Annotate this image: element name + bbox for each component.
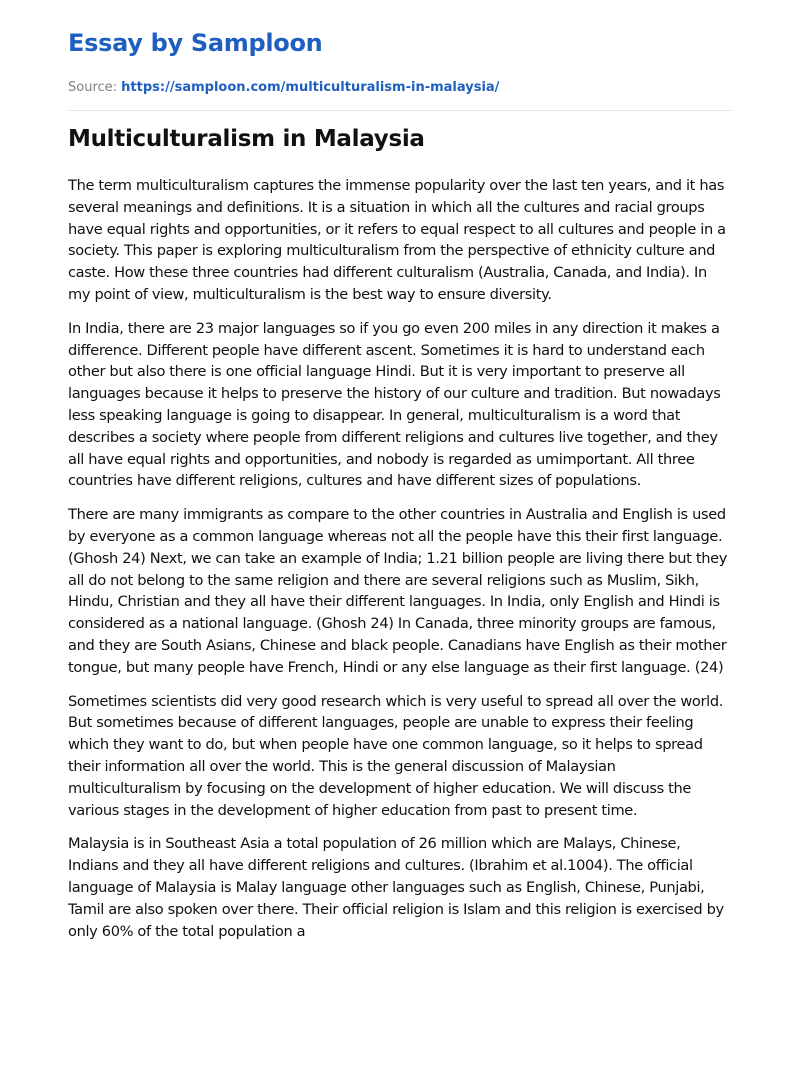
site-brand-title[interactable]: Essay by Samploon — [68, 29, 323, 57]
header-divider — [68, 110, 732, 111]
source-label: Source: — [68, 80, 122, 95]
essay-title: Multiculturalism in Malaysia — [68, 126, 425, 152]
essay-paragraph: In India, there are 23 major languages so if you go even 200 miles in any direction it makes a difference. Different people have different ascent. Sometimes it is hard to understand each other but also there is one official language Hindi. But it is very important to preserve all languages because it helps to preserve the history of our culture and tradition. But nowadays less speaking language is going to disappear. In general, multiculturalism is a word that describes a society where people from different religions and cultures live together, and they all have equal rights and opportunities, and nobody is regarded as umimportant. All three countries have different religions, cultures and have different sizes of populations. — [68, 319, 721, 490]
essay-paragraph: Malaysia is in Southeast Asia a total population of 26 million which are Malays, Chinese, Indians and they all have different religions and cultures. (Ibrahim et al.1004). The official language of Malaysia is Malay language other languages such as English, Chinese, Punjabi, Tamil are also spoken over there. Their official religion is Islam and this religion is exercised by only 60% of the total population a — [68, 835, 724, 940]
essay-paragraph: There are many immigrants as compare to the other countries in Australia and English is used by everyone as a common language whereas not all the people have this their first language. (Ghosh 24) Next, we can take an example of India; 1.21 billion people are living there but they all do not belong to the same religion and there are several religions such as Muslim, Sikh, Hindu, Christian and they all have their different languages. In India, only English and Hindi is considered as a national language. (Ghosh 24) In Canada, three minority groups are famous, and they are South Asians, Chinese and black people. Canadians have English as their mother tongue, but many people have French, Hindi or any else language as their first language. (24) — [68, 506, 728, 676]
essay-paragraph: Sometimes scientists did very good research which is very useful to spread all over the world. But sometimes because of different languages, people are unable to express their feeling which they want to do, but when people have one common language, so it helps to spread their information all over the world. This is the general discussion of Malaysian multiculturalism by focusing on the development of higher education. We will discuss the various stages in the development of higher education from past to present time. — [68, 692, 724, 819]
essay-paragraph: The term multiculturalism captures the immense popularity over the last ten years, and it has several meanings and definitions. It is a situation in which all the cultures and racial groups have equal rights and opportunities, or it refers to equal respect to all cultures and people in a society. This paper is exploring multiculturalism from the perspective of ethnicity culture and caste. How these three countries had different culturalism (Australia, Canada, and India). In my point of view, multiculturalism is the best way to ensure diversity. — [68, 177, 726, 303]
essay-body — [68, 175, 732, 954]
source-link[interactable]: https://samploon.com/multiculturalism-in-malaysia/ — [121, 80, 500, 95]
source-line — [68, 79, 499, 97]
